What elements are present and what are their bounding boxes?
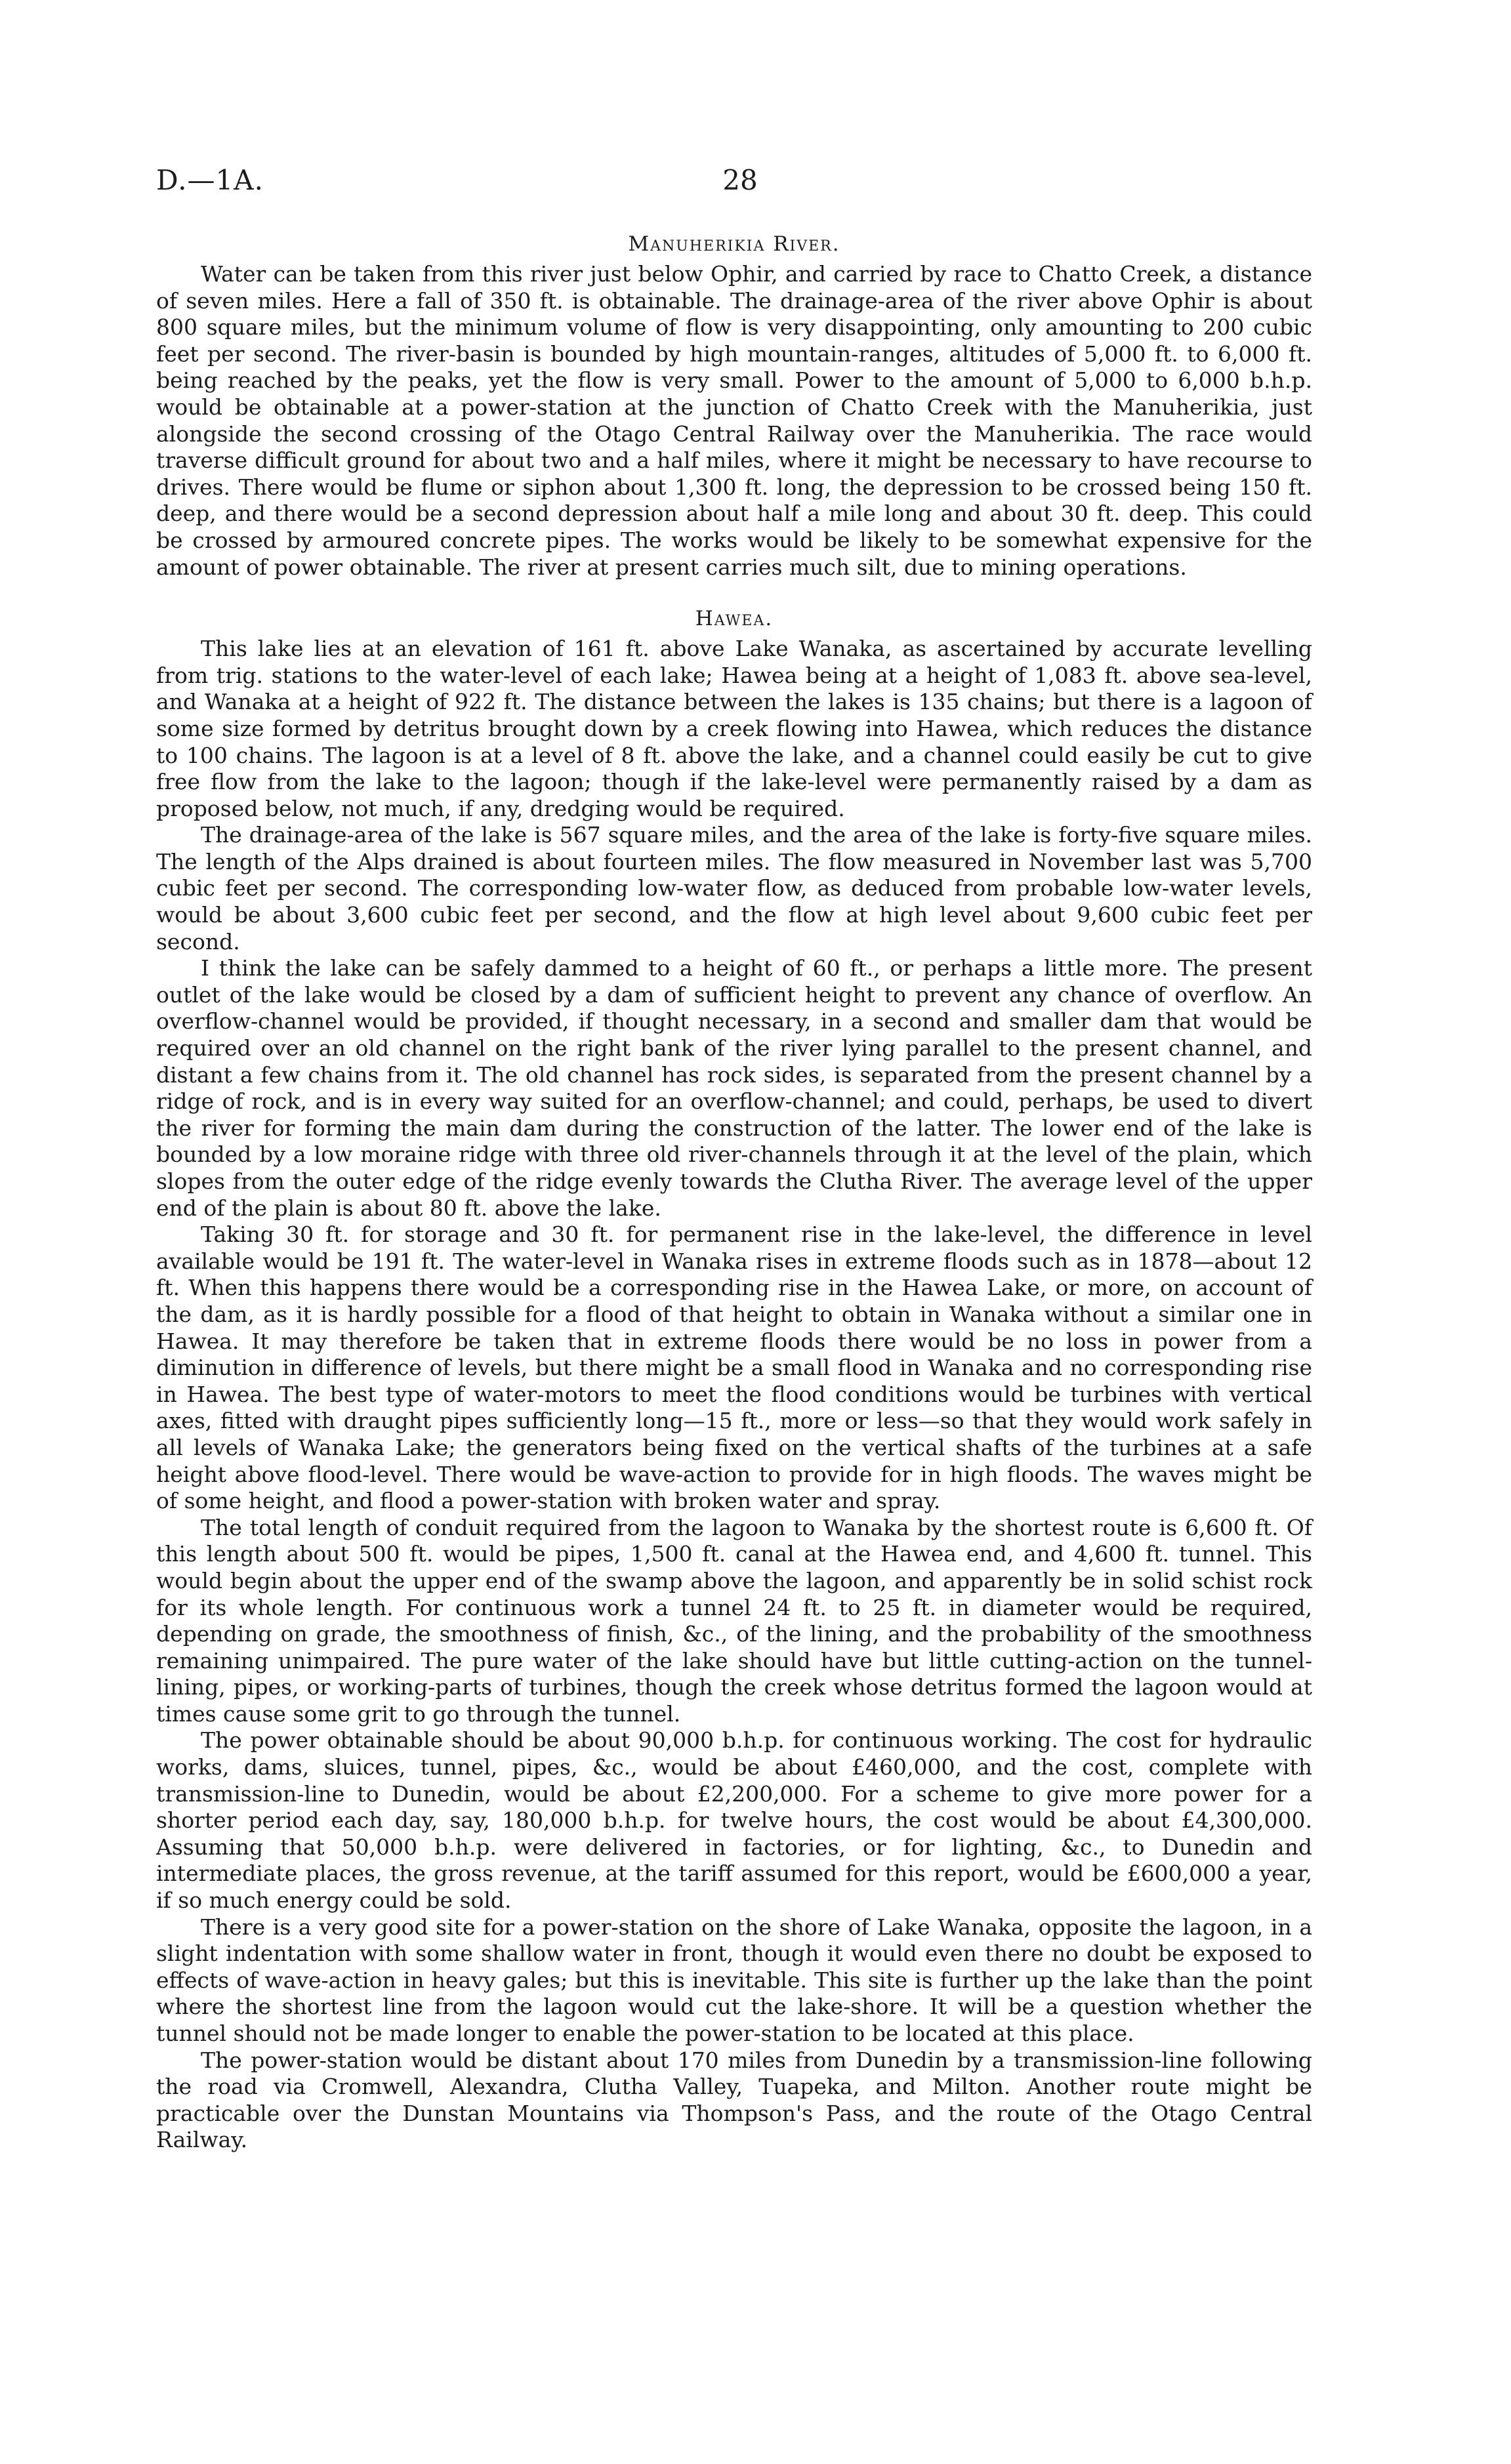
paragraph: I think the lake can be safely dammed to a height of 60 ft., or perhaps a little more. The present outlet of the lake would be closed by a dam of sufficient height to prevent any chance of overflow. An overflow-channel would be provided, if thought necessary, in a second and smaller dam that would be required over an old channel on the right bank of the river lying parallel to the present channel, and distant a few chains from it. The old channel has rock sides, is separated from the present channel by a ridge of rock, and is in every way suited for an overflow-channel; and could, perhaps, be used to divert the river for forming the main dam during the construction of the latter. The lower end of the lake is bounded by a low moraine ridge with three old river-channels through it at the level of the plain, which slopes from the outer edge of the ridge evenly towards the Clutha River. The average level of the upper end of the plain is about 80 ft. above the lake. <box>156 955 1312 1221</box>
paragraph: Taking 30 ft. for storage and 30 ft. for permanent rise in the lake-level, the difference in level available would be 191 ft. The water-level in Wanaka rises in extreme floods such as in 1878—about 12 ft. When this happens there would be a corresponding rise in the Hawea Lake, or more, on account of the dam, as it is hardly possible for a flood of that height to obtain in Wanaka without a similar one in Hawea. It may therefore be taken that in extreme floods there would be no loss in power from a diminution in difference of levels, but there might be a small flood in Wanaka and no corresponding rise in Hawea. The best type of water-motors to meet the flood conditions would be turbines with vertical axes, fitted with draught pipes sufficiently long—15 ft., more or less—so that they would work safely in all levels of Wanaka Lake; the generators being fixed on the vertical shafts of the turbines at a safe height above flood-level. There would be wave-action to provide for in high floods. The waves might be of some height, and flood a power-station with broken water and spray. <box>156 1222 1312 1514</box>
section-hawea <box>156 606 1312 2154</box>
section-title: Hawea. <box>695 607 774 631</box>
page-header <box>156 164 1324 203</box>
paragraph: There is a very good site for a power-station on the shore of Lake Wanaka, opposite the lagoon, in a slight indentation with some shallow water in front, though it would even there no doubt be exposed to effects of wave-action in heavy gales; but this is inevitable. This site is further up the lake than the point where the shortest line from the lagoon would cut the lake-shore. It will be a question whether the tunnel should not be made longer to enable the power-station to be located at this place. <box>156 1914 1312 2046</box>
paragraph: The power-station would be distant about 170 miles from Dunedin by a transmission-line following the road via Cromwell, Alexandra, Clutha Valley, Tuapeka, and Milton. Another route might be practicable over the Dunstan Mountains via Thompson's Pass, and the route of the Otago Central Railway. <box>156 2047 1312 2153</box>
page-number: 28 <box>722 164 758 196</box>
paragraph: Water can be taken from this river just below Ophir, and carried by race to Chatto Creek, a distance of seven miles. Here a fall of 350 ft. is obtainable. The drainage-area of the river above Ophir is about 800 square miles, but the minimum volume of flow is very disappointing, only amounting to 200 cubic feet per second. The river-basin is bounded by high mountain-ranges, altitudes of 5,000 ft. to 6,000 ft. being reached by the peaks, yet the flow is very small. Power to the amount of 5,000 to 6,000 b.h.p. would be obtainable at a power-station at the junction of Chatto Creek with the Manuherikia, just alongside the second crossing of the Otago Central Railway over the Manuherikia. The race would traverse difficult ground for about two and a half miles, where it might be necessary to have recourse to drives. There would be flume or siphon about 1,300 ft. long, the depression to be crossed being 150 ft. deep, and there would be a second depression about half a mile long and about 30 ft. deep. This could be crossed by armoured concrete pipes. The works would be likely to be somewhat expensive for the amount of power obtainable. The river at present carries much silt, due to mining operations. <box>156 261 1312 580</box>
paragraph: The drainage-area of the lake is 567 square miles, and the area of the lake is forty-five square miles. The length of the Alps drained is about fourteen miles. The flow measured in November last was 5,700 cubic feet per second. The corresponding low-water flow, as deduced from probable low-water levels, would be about 3,600 cubic feet per second, and the flow at high level about 9,600 cubic feet per second. <box>156 822 1312 955</box>
section-title: Manuherikia River. <box>628 232 840 256</box>
document-reference: D.—1A. <box>156 164 264 196</box>
body-text <box>156 231 1312 2154</box>
section-manuherikia-river <box>156 231 1312 581</box>
paragraph: This lake lies at an elevation of 161 ft. above Lake Wanaka, as ascertained by accurate levelling from trig. stations to the water-level of each lake; Hawea being at a height of 1,083 ft. above sea-level, and Wanaka at a height of 922 ft. The distance between the lakes is 135 chains; but there is a lagoon of some size formed by detritus brought down by a creek flowing into Hawea, which reduces the distance to 100 chains. The lagoon is at a level of 8 ft. above the lake, and a channel could easily be cut to give free flow from the lake to the lagoon; though if the lake-level were permanently raised by a dam as proposed below, not much, if any, dredging would be required. <box>156 636 1312 821</box>
paragraph: The total length of conduit required from the lagoon to Wanaka by the shortest route is 6,600 ft. Of this length about 500 ft. would be pipes, 1,500 ft. canal at the Hawea end, and 4,600 ft. tunnel. This would begin about the upper end of the swamp above the lagoon, and apparently be in solid schist rock for its whole length. For continuous work a tunnel 24 ft. to 25 ft. in diameter would be required, depending on grade, the smoothness of finish, &c., of the lining, and the probability of the smoothness remaining unimpaired. The pure water of the lake should have but little cutting-action on the tunnel-lining, pipes, or working-parts of turbines, though the creek whose detritus formed the lagoon would at times cause some grit to go through the tunnel. <box>156 1514 1312 1727</box>
section-gap <box>156 581 1312 606</box>
paragraph: The power obtainable should be about 90,000 b.h.p. for continuous working. The cost for hydraulic works, dams, sluices, tunnel, pipes, &c., would be about £460,000, and the cost, complete with transmission-line to Dunedin, would be about £2,200,000. For a scheme to give more power for a shorter period each day, say, 180,000 b.h.p. for twelve hours, the cost would be about £4,300,000. Assuming that 50,000 b.h.p. were delivered in factories, or for lighting, &c., to Dunedin and intermediate places, the gross revenue, at the tariff assumed for this report, would be £600,000 a year, if so much energy could be sold. <box>156 1727 1312 1914</box>
